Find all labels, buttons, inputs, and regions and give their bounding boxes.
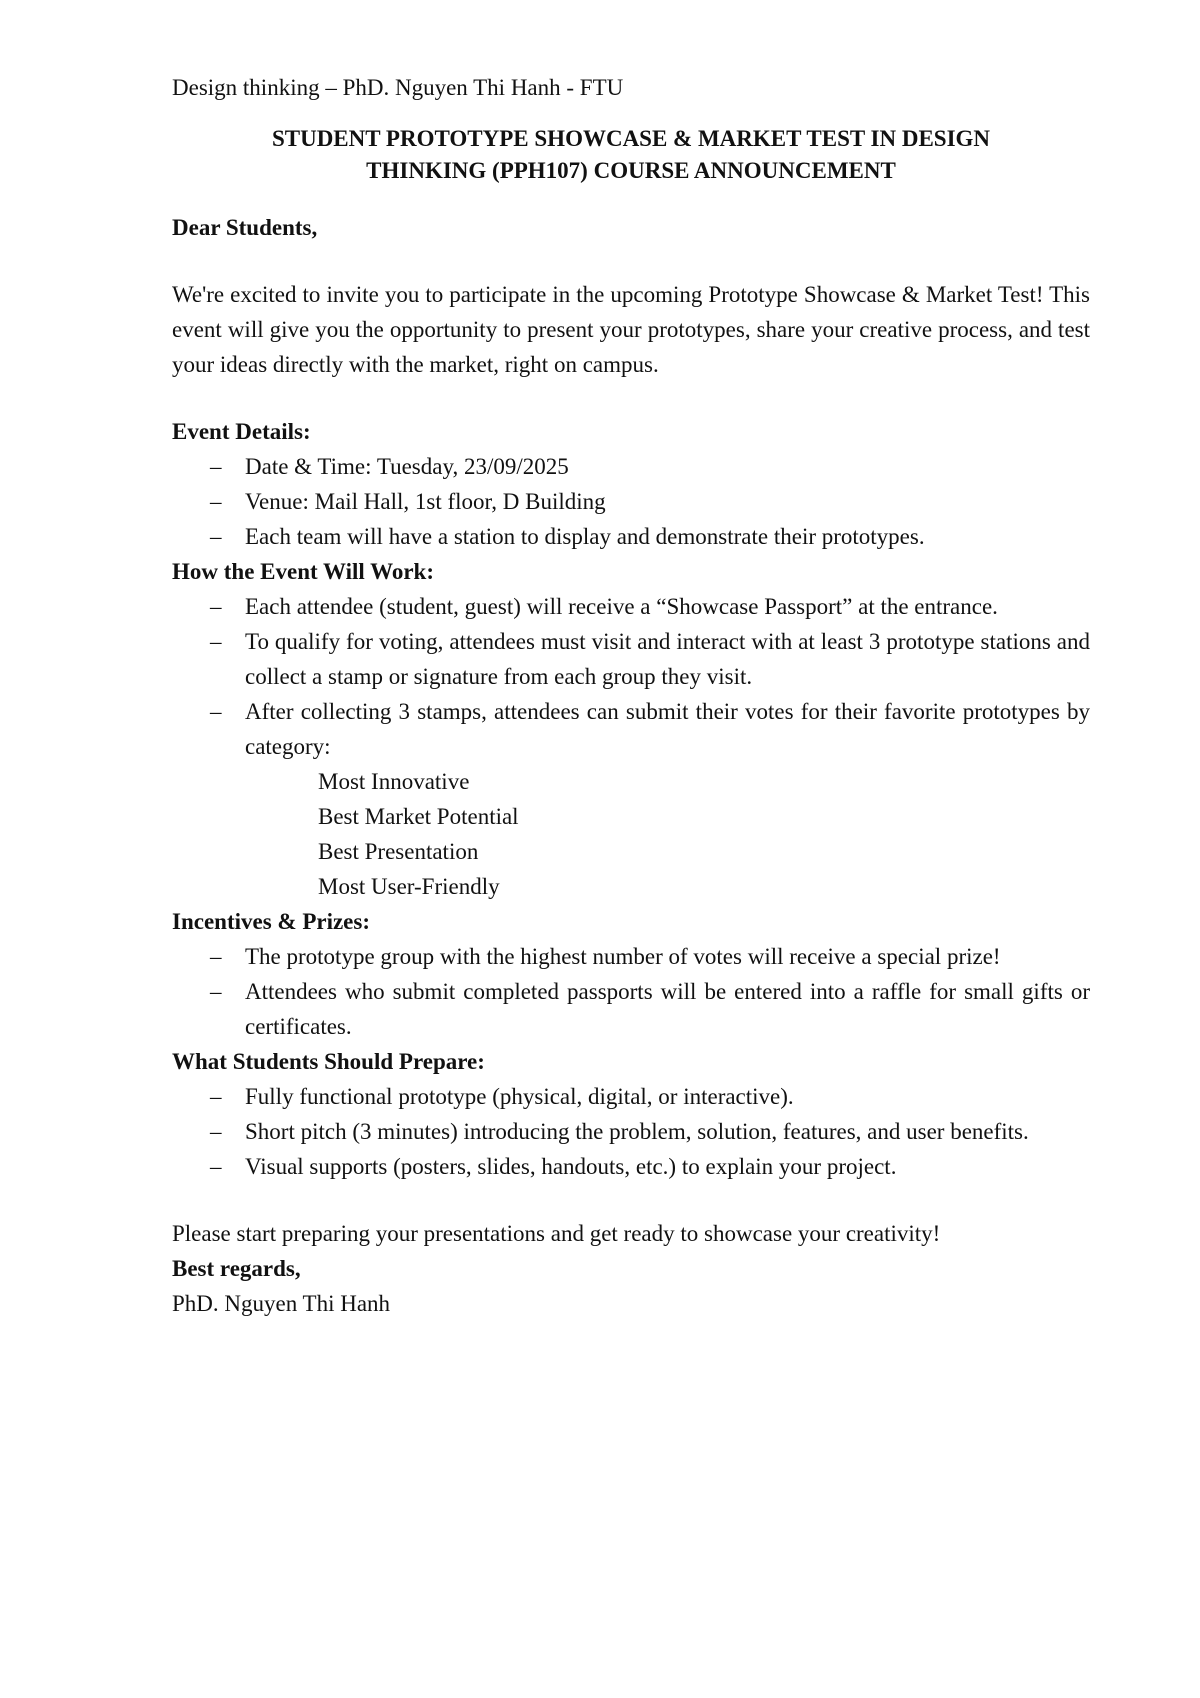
intro-paragraph: We're excited to invite you to participate in the upcoming Prototype Showcase & Market Test! This event will give you the opportunity to present your prototypes, share your creative process, and test your ideas directly with the market, right on campus. bbox=[172, 282, 1090, 377]
prepare-list bbox=[172, 1079, 1090, 1184]
document-header: Design thinking – PhD. Nguyen Thi Hanh - FTU bbox=[172, 75, 624, 100]
incentives-heading: Incentives & Prizes: bbox=[172, 909, 370, 934]
list-item: – Visual supports (posters, slides, handouts, etc.) to explain your project. bbox=[172, 1149, 1090, 1184]
dash-bullet: – bbox=[210, 699, 222, 724]
list-item: – Each team will have a station to display and demonstrate their prototypes. bbox=[172, 519, 1090, 554]
dash-bullet: – bbox=[210, 524, 222, 549]
list-item: – Short pitch (3 minutes) introducing the problem, solution, features, and user benefits. bbox=[172, 1114, 1090, 1149]
title-line-2: THINKING (PPH107) COURSE ANNOUNCEMENT bbox=[366, 158, 896, 183]
dash-bullet: – bbox=[210, 979, 222, 1004]
list-item: – Fully functional prototype (physical, digital, or interactive). bbox=[172, 1079, 1090, 1114]
category-item: Most User-Friendly bbox=[318, 874, 500, 899]
event-details-list bbox=[172, 449, 1090, 554]
list-item: – Attendees who submit completed passports will be entered into a raffle for small gifts or certificates. bbox=[172, 974, 1090, 1044]
dash-bullet: – bbox=[210, 454, 222, 479]
closing-line: Please start preparing your presentations and get ready to showcase your creativity! bbox=[172, 1221, 941, 1246]
document-title bbox=[172, 123, 1090, 187]
list-item: – To qualify for voting, attendees must visit and interact with at least 3 prototype stations and collect a stamp or signature from each group they visit. bbox=[172, 624, 1090, 694]
how-it-works-heading: How the Event Will Work: bbox=[172, 559, 434, 584]
incentives-list bbox=[172, 939, 1090, 1044]
category-item: Best Presentation bbox=[318, 839, 479, 864]
document-page bbox=[172, 70, 1090, 1321]
greeting: Dear Students, bbox=[172, 215, 318, 240]
dash-bullet: – bbox=[210, 1154, 222, 1179]
dash-bullet: – bbox=[210, 1084, 222, 1109]
list-item: – The prototype group with the highest number of votes will receive a special prize! bbox=[172, 939, 1090, 974]
dash-bullet: – bbox=[210, 594, 222, 619]
dash-bullet: – bbox=[210, 944, 222, 969]
prepare-heading: What Students Should Prepare: bbox=[172, 1049, 485, 1074]
category-list bbox=[172, 764, 1090, 904]
dash-bullet: – bbox=[210, 1119, 222, 1144]
event-details-heading: Event Details: bbox=[172, 419, 311, 444]
list-item: – Date & Time: Tuesday, 23/09/2025 bbox=[172, 449, 1090, 484]
signature: PhD. Nguyen Thi Hanh bbox=[172, 1291, 391, 1316]
list-item: – Venue: Mail Hall, 1st floor, D Building bbox=[172, 484, 1090, 519]
title-line-1: STUDENT PROTOTYPE SHOWCASE & MARKET TEST IN DESIGN bbox=[271, 126, 991, 151]
how-it-works-list bbox=[172, 589, 1090, 764]
category-item: Best Market Potential bbox=[318, 804, 519, 829]
category-item: Most Innovative bbox=[318, 769, 470, 794]
list-item: – Each attendee (student, guest) will receive a “Showcase Passport” at the entrance. bbox=[172, 589, 1090, 624]
list-item: – After collecting 3 stamps, attendees can submit their votes for their favorite prototypes by category: bbox=[172, 694, 1090, 764]
dash-bullet: – bbox=[210, 629, 222, 654]
regards: Best regards, bbox=[172, 1256, 301, 1281]
dash-bullet: – bbox=[210, 489, 222, 514]
